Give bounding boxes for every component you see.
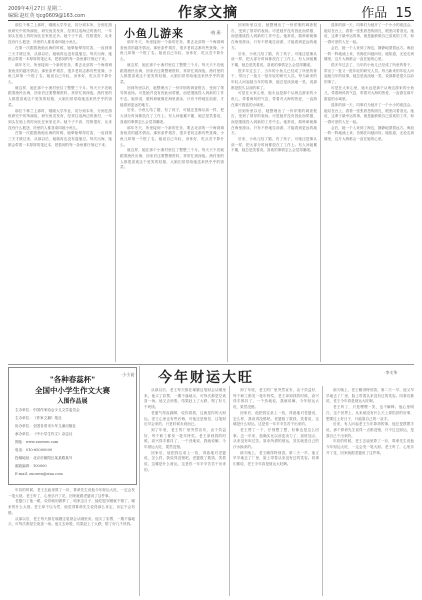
story2-genre-label: ·小小说· [121,372,136,377]
story1-paragraph: 就这样，她在那个小渔村里住了整整三个月。每天天不亮就跟着渔民出海，回来后还要整理资料，常常忙到深夜。渔村里的人都很喜欢这个爱笑的姑娘，大娘们常常给她送来热乎乎的饭菜。 [120,148,224,170]
story2-column-b [144,388,226,596]
masthead: 作家文摘 [178,5,238,21]
story1-paragraph: 回到所里以后，她整理出了一份详细的调查报告，受到了领导的表扬。可是她并没有因此而骄傲，而是继续投入到新的工作中去。她常说，做科研就像在海里游泳，只有不停地往前游，才能看到更远的地方。 [231,23,317,50]
story1-paragraph: 后来，小鱼儿结了婚，有了孩子，可她还是像从前一样，把大部分时间都放在了工作上。有人问她累不累，她总是笑着说，喜欢的事情怎么会觉得累呢。 [231,137,317,153]
story2-paragraph: 到了年底，老王的厂里突然宣布，由于效益好，每个职工都发一笔年终奖。老王拿到钱的时候，高兴得手都抖了，一个劲地说，我就说嘛，今年财运大旺，果然没错。 [144,427,226,450]
story1-paragraph: 那位个林兰上那时，刚刚大学毕业，初分到本所，分到在游鱼研究中的所副组，研究鱼类发育，经常往返海边的渔村，一年到头在船上的时间比在家里还多。她个子不高，性格很好，从来没有什么抱怨，所里的人都喜欢叫她小鱼儿。 [8,23,112,45]
story1-paragraph: 退休的那一天，同事们为她开了一个小小的欢送会。她站在台上，看着一张张熟悉的面孔，眼里闪着泪光。她说，这辈子最幸运的事，就是能够做自己喜欢的工作，和一群可爱的人在一起。 [324,23,414,45]
story2-byline: ·李支华· [384,370,399,375]
story1-paragraph: 后来，小鱼儿结了婚，有了孩子，可她还是像从前一样，把大部分时间都放在了工作上。有人问她累不累，她总是笑着说，喜欢的事情怎么会觉得累呢。 [231,51,317,67]
story2-paragraph: 从那以后，老王每天都在琢磨这笔财会从哪里来。他买了彩票，一期不落地买，可每次都是空欢喜一场。他又去炒股，结果赶上了大跌，赔了好几千块钱。 [144,388,226,410]
story1-paragraph: 很多年过去了，当年的小鱼儿已经成了所里的骨干，带出了一批又一批年轻的研究人员。每当新来的年轻人问起她当年的故事，她总是淡淡地一笑，说那都是很久以前的事了。 [231,68,317,90]
story1-title: 小鱼儿游来 [124,27,184,40]
ad-info-line: 主办单位：《作家文摘》报社 [15,416,62,420]
ad-info-line: 协办单位：全国各省市少年儿童出版社 [15,424,77,428]
story1-paragraph: 很多年过去了，当年的小鱼儿已经成了所里的骨干，带出了一批又一批年轻的研究人员。每当新来的年轻人问起她当年的故事，她总是淡淡地一笑，说那都是很久以前的事了。 [324,62,414,85]
story1-paragraph: 后来，小鱼儿结了婚，有了孩子，可她还是像从前一样，把大部分时间都放在了工作上。有人问她累不累，她总是笑着说，喜欢的事情怎么会觉得累呢。 [120,108,224,124]
ad-info-line: 主办单位：中国作家协会少儿文学委员会 [15,408,80,412]
story2-title: 今年财运大旺 [158,370,254,386]
ad-info-line: 承办单位：《中小学生作文》杂志社 [15,432,73,436]
story1-column-a [8,23,112,363]
header-rule [8,20,414,21]
ad-info-line: 网址：www.zuowen.com [15,440,59,444]
ad-title-line2: 全国中小学生作文大赛 [35,386,110,395]
story1-paragraph: 回到所里以后，她整理出了一份详细的调查报告，受到了领导的表扬。可是她并没有因此而骄傲，而是继续投入到新的工作中去。她常说，做科研就像在海里游泳，只有不停地往前游，才能看到更远的地方。 [120,85,224,107]
story1-column-d [324,23,414,363]
story1-paragraph: 会后，她一个人来到了海边，静静地望着远方。海浪一阵一阵地涌上来，仿佛在向她问好。她知道，无论走到哪里，这片大海都会一直在她的心里。 [324,125,414,142]
story1-paragraph: 那位个林兰上那时，刚刚大学毕业，初分到本所，分到在游鱼研究中的所副组，研究鱼类发育，经常往返海边的渔村，一年到头在船上的时间比在家里还多。她个子不高，性格很好，从来没有什么抱怨，所里的人都喜欢叫她小鱼儿。 [8,108,112,130]
story2-column-a [8,488,135,596]
page-number-block [361,2,412,21]
story2-paragraph: 那天晚上，老王睡得特别香。第二天一早，他又早早地去了厂里，脸上带着从来没有过的笑容。同事们都说，老王今年真是财运大旺啊。 [233,450,319,467]
story2-paragraph: 年初的时候，老王去庙里算了一卦，算命先生说他今年财运大旺，一定会发一笔大财。老王听了，心里乐开了花，回家就跟老婆说了这件事。 [326,439,414,455]
story2-paragraph: 后来，有人问起老王当年算命的事，他总是摆摆手说，那个算命先生说得一点都没错，只不过这财运，是我自己干出来的。 [326,422,414,438]
story2-paragraph: 回家后，他把钱往桌上一放，得意地对老婆说，怎么样，我说得没错吧。老婆数了数钱，笑着说，这哪是什么财运，这是你一年辛辛苦苦干出来的。 [233,410,319,427]
story1-paragraph: 在第一次跟着渔船出海的时候，她晕船晕得厉害，一直到第三天才缓过来，从那以后，她就再也没有退缩过。每次出海，她都会带着一本厚厚的笔记本，把看到的每一条鱼都仔细记下来。 [8,45,112,62]
story2-paragraph: 老婆气得直跺脚，说你看看，这就是你的大财运。老王心里也有些后悔，可他还是相信，这笔财迟早会来的，只是时候未到而已。 [144,410,226,427]
ad-info-line: 电话：010-65000000 [15,448,53,452]
story2-paragraph: 从那以后，老王每天都在琢磨这笔财会从哪里来。他买了彩票，一期不落地买，可每次都是空欢喜一场。他又去炒股，结果赶上了大跌，赔了好几千块钱。 [8,516,135,527]
story1-paragraph: 回到所里以后，她整理出了一份详细的调查报告，受到了领导的表扬。可是她并没有因此而骄傲，而是继续投入到新的工作中去。她常说，做科研就像在海里游泳，只有不停地往前游，才能看到更远的地方。 [231,108,317,136]
story1-column-b [120,40,224,362]
column-divider [229,386,230,596]
ad-info-line: E-mail: zuowen@sina.com [15,472,63,476]
story1-paragraph: 那年冬天，所里接到一个新的任务，要去北部的一个海湾调查鱼类的越冬情况。那里条件艰苦，很多老同志都有些犹豫，小鱼儿却第一个报了名。她说自己年轻，身体好，吃点苦不算什么。 [120,40,224,62]
story2-column-c [233,388,319,596]
column-divider [115,24,116,362]
story1-paragraph: 可是在大家心里，她永远是那个从海边游来的小鱼儿，带着海风的气息，带着对大海的热爱，一直游在那片蔚蓝的水域里。 [324,85,414,102]
column-divider [139,366,140,596]
story1-paragraph: 那年冬天，所里接到一个新的任务，要去北部的一个海湾调查鱼类的越冬情况。那里条件艰苦，很多老同志都有些犹豫，小鱼儿却第一个报了名。她说自己年轻，身体好，吃点苦不算什么。 [120,125,224,147]
ad-info-line: 邮政编码：100000 [15,464,47,468]
column-divider [227,24,228,362]
story1-paragraph: 就这样，她在那个小渔村里住了整整三个月。每天天不亮就跟着渔民出海，回来后还要整理资料，常常忙到深夜。渔村里的人都很喜欢这个爱笑的姑娘，大娘们常常给她送来热乎乎的饭菜。 [120,62,224,84]
header-info [8,6,85,20]
story2-paragraph: 回家后，他把钱往桌上一放，得意地对老婆说，怎么样，我说得没错吧。老婆数了数钱，笑着说，这哪是什么财运，这是你一年辛辛苦苦干出来的。 [144,450,226,472]
ad-title-line3: 入围作品展 [57,398,88,405]
contest-ad-box [8,367,137,485]
story1-paragraph: 可是在大家心里，她永远是那个从海边游来的小鱼儿，带着海风的气息，带着对大海的热爱，一直游在那片蔚蓝的水域里。 [231,91,317,107]
page-number: 15 [395,6,412,21]
story2-paragraph: 老婆白了他一眼，说你就别做梦了，咱家这日子，能吃饱穿暖就不错了，哪来的什么大财。老王却不以为然，他觉得算命先生说得那么肯定，肯定不会有错。 [8,499,135,515]
section-name: 作品 [361,6,388,21]
story1-paragraph: 退休的那一天，同事们为她开了一个小小的欢送会。她站在台上，看着一张张熟悉的面孔，眼里闪着泪光。她说，这辈子最幸运的事，就是能够做自己喜欢的工作，和一群可爱的人在一起。 [324,102,414,124]
story1-column-c [231,23,317,363]
story2-paragraph: 到了年底，老王的厂里突然宣布，由于效益好，每个职工都发一笔年终奖。老王拿到钱的时候，高兴得手都抖了，一个劲地说，我就说嘛，今年财运大旺，果然没错。 [233,388,319,410]
story1-paragraph: 那年冬天，所里接到一个新的任务，要去北部的一个海湾调查鱼类的越冬情况。那里条件艰苦，很多老同志都有些犹豫，小鱼儿却第一个报了名。她说自己年轻，身体好，吃点苦不算什么。 [8,62,112,85]
story1-byline: ·晓 燕· [210,30,222,35]
header-editor: 编辑:赵红英 tjcg0609@163.com [8,13,86,19]
story2-paragraph: 老王听了，只是嘿嘿一笑，也不解释。他心里明白，这个世界上，从来就没有什么天上掉馅饼的好事，想要过上好日子，只能靠自己的一双手。 [326,405,414,421]
story2-paragraph: 那天晚上，老王睡得特别香。第二天一早，他又早早地去了厂里，脸上带着从来没有过的笑容。同事们都说，老王今年真是财运大旺啊。 [326,388,414,404]
story1-paragraph: 会后，她一个人来到了海边，静静地望着远方。海浪一阵一阵地涌上来，仿佛在向她问好。她知道，无论走到哪里，这片大海都会一直在她的心里。 [324,45,414,62]
story2-paragraph: 老王愣了一下，仔细想了想，好像也是这么回事。这一年来，他确实比以前更卖力了，加班加点，从来没有叫过苦。原来所谓的财运，其实就是自己的汗水换来的。 [233,427,319,450]
story2-column-d [326,388,414,596]
story2-paragraph: 年初的时候，老王去庙里算了一卦，算命先生说他今年财运大旺，一定会发一笔大财。老王听了，心里乐开了花，回家就跟老婆说了这件事。 [8,488,135,498]
column-divider [322,386,323,596]
section-divider [8,364,414,365]
story1-paragraph: 就这样，她在那个小渔村里住了整整三个月。每天天不亮就跟着渔民出海，回来后还要整理资料，常常忙到深夜。渔村里的人都很喜欢这个爱笑的姑娘，大娘们常常给她送来热乎乎的饭菜。 [8,85,112,107]
column-divider [320,24,321,362]
header-date: 2009年4月27日 星期二 [8,6,62,12]
ad-title-line1: "各种春蕊杯" [49,375,96,384]
ad-info-line: 投稿地址：北京市朝阳区某某路某号 [15,456,73,460]
story1-paragraph: 在第一次跟着渔船出海的时候，她晕船晕得厉害，一直到第三天才缓过来，从那以后，她就再也没有退缩过。每次出海，她都会带着一本厚厚的笔记本，把看到的每一条鱼都仔细记下来。 [8,131,112,147]
